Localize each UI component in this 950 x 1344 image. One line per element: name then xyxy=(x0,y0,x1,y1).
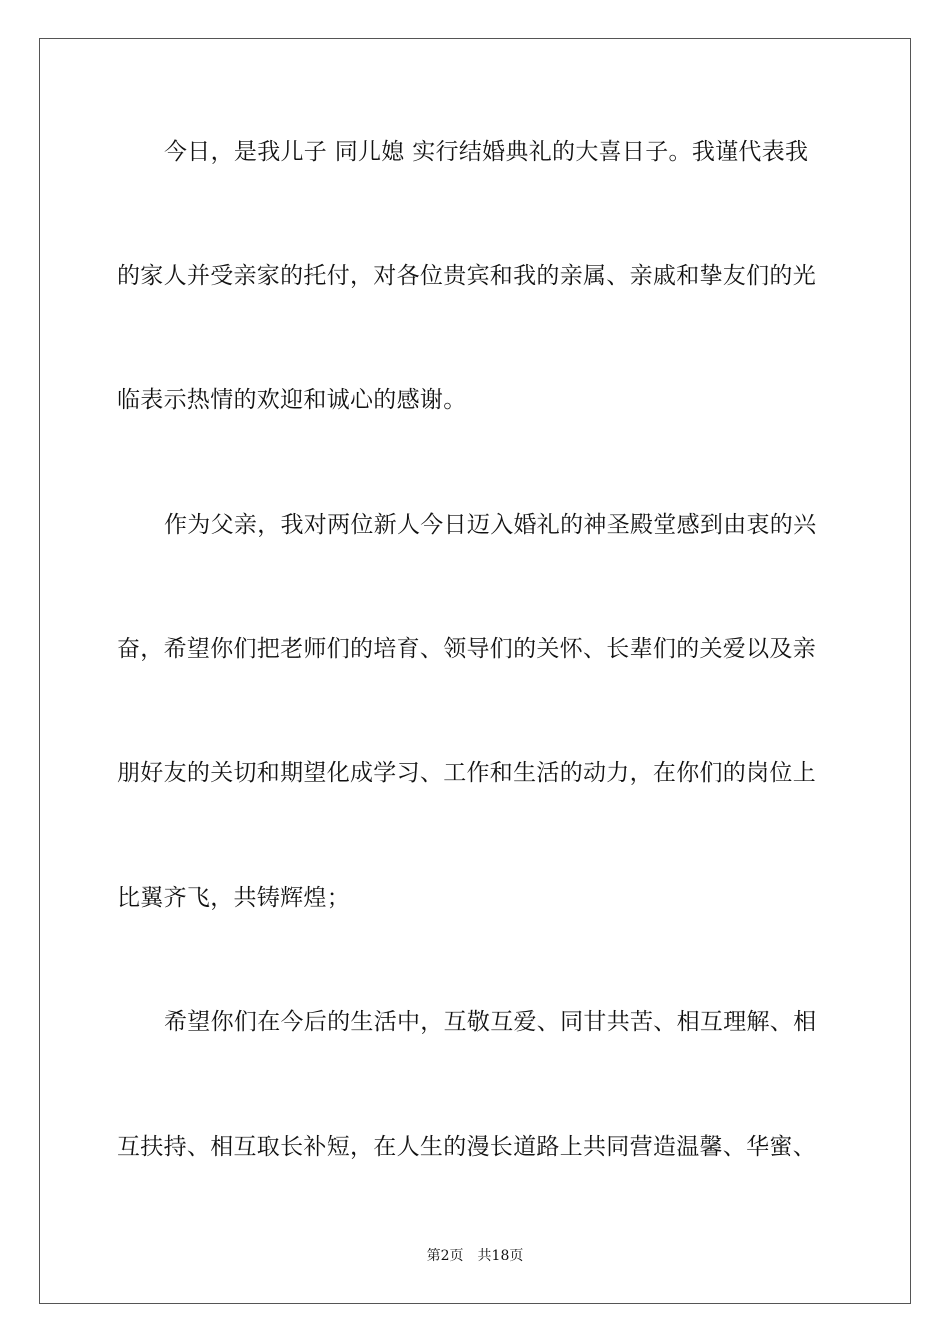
page-number: 第2页 xyxy=(426,1248,464,1264)
page-footer xyxy=(0,1246,950,1266)
paragraph-2-line-1: 作为父亲，我对两位新人今日迈入婚礼的神圣殿堂感到由衷的兴 xyxy=(164,512,817,538)
paragraph-2-line-2: 奋，希望你们把老师们的培育、领导们的关怀、长辈们的关爱以及亲 xyxy=(117,636,816,662)
page-total: 共18页 xyxy=(477,1248,524,1264)
paragraph-2-line-4: 比翼齐飞，共铸辉煌； xyxy=(117,885,350,911)
paragraph-1-line-3: 临表示热情的欢迎和诚心的感谢。 xyxy=(117,387,467,413)
paragraph-2-line-3: 朋好友的关切和期望化成学习、工作和生活的动力，在你们的岗位上 xyxy=(117,760,816,786)
paragraph-3-line-1: 希望你们在今后的生活中，互敬互爱、同甘共苦、相互理解、相 xyxy=(164,1009,817,1035)
paragraph-1-line-1: 今日，是我儿子 同儿媳 实行结婚典礼的大喜日子。我谨代表我 xyxy=(164,139,809,165)
page-frame xyxy=(39,38,911,1304)
paragraph-1-line-2: 的家人并受亲家的托付，对各位贵宾和我的亲属、亲戚和挚友们的光 xyxy=(117,263,816,289)
paragraph-3-line-2: 互扶持、相互取长补短，在人生的漫长道路上共同营造温馨、华蜜、 xyxy=(117,1134,816,1160)
